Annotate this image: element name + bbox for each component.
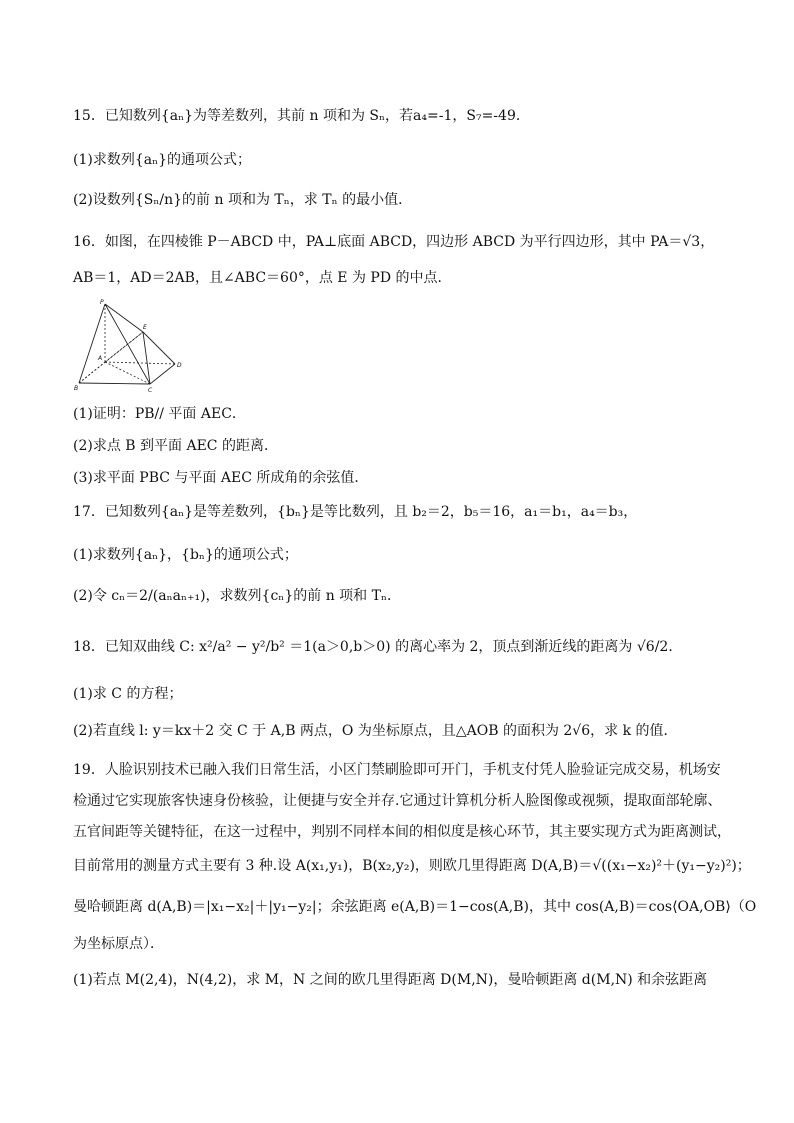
pyramid-diagram: [72, 298, 187, 393]
p16-part1: (1)证明：PB// 平面 AEC．: [73, 406, 246, 422]
p19-line3: 五官间距等关键特征，在这一过程中，判别不同样本间的相似度是核心环节，其主要实现方式为距离测试，: [73, 824, 731, 840]
p17-part1: (1)求数列{aₙ}，{bₙ}的通项公式；: [73, 547, 298, 563]
p19-line4: 目前常用的测量方式主要有 3 种.设 A(x₁,y₁)，B(x₂,y₂)，则欧几里得距离 D(A,B)＝√((x₁−x₂)²＋(y₁−y₂)²)；: [73, 858, 751, 874]
pyramid-figure: [72, 298, 187, 393]
p16-stem-line1: 16．如图，在四棱锥 P－ABCD 中，PA⊥底面 ABCD，四边形 ABCD 为平行四边形，其中 PA＝√3，: [73, 234, 715, 250]
p19-line2: 检通过它实现旅客快速身份核验，让便捷与安全并存.它通过计算机分析人脸图像或视频，提取面部轮廓、: [73, 793, 722, 809]
p15-stem: 15．已知数列{aₙ}为等差数列，其前 n 项和为 Sₙ，若a₄=-1，S₇=-49．: [73, 108, 530, 124]
label-D: D: [177, 362, 182, 369]
p16-stem-line2: AB＝1，AD＝2AB，且∠ABC＝60°，点 E 为 PD 的中点．: [73, 270, 452, 286]
p19-line5: 曼哈顿距离 d(A,B)＝|x₁−x₂|＋|y₁−y₂|；余弦距离 e(A,B)＝1−cos(A,B)，其中 cos(A,B)＝cos⟨OA,OB⟩（O: [73, 899, 757, 915]
p19-line6: 为坐标原点）．: [73, 936, 164, 952]
p18-stem: 18．已知双曲线 C: x²/a² − y²/b² ＝1(a＞0,b＞0) 的离心率为 2，顶点到渐近线的距离为 √6/2．: [73, 639, 683, 655]
p17-stem: 17．已知数列{aₙ}是等差数列，{bₙ}是等比数列，且 b₂＝2，b₅＝16，a₁＝b₁，a₄＝b₃，: [73, 504, 638, 520]
p19-line1: 19．人脸识别技术已融入我们日常生活，小区门禁刷脸即可开门，手机支付凭人脸验证完成交易，机场安: [73, 762, 721, 778]
label-A: A: [98, 355, 103, 362]
p19-part1: (1)若点 M(2,4)，N(4,2)，求 M，N 之间的欧几里得距离 D(M,N)，曼哈顿距离 d(M,N) 和余弦距离: [73, 972, 708, 988]
label-E: E: [143, 324, 147, 331]
p16-part2: (2)求点 B 到平面 AEC 的距离．: [73, 438, 278, 454]
p18-part2: (2)若直线 l: y＝kx＋2 交 C 于 A,B 两点，O 为坐标原点，且△AOB 的面积为 2√6，求 k 的值．: [73, 723, 678, 739]
label-B: B: [74, 385, 79, 392]
p15-part2: (2)设数列{Sₙ/n}的前 n 项和为 Tₙ，求 Tₙ 的最小值．: [73, 192, 413, 208]
p16-part3: (3)求平面 PBC 与平面 AEC 所成角的余弦值．: [73, 470, 369, 486]
p18-part1: (1)求 C 的方程；: [73, 686, 183, 702]
p15-part1: (1)求数列{aₙ}的通项公式；: [73, 152, 252, 168]
label-P: P: [100, 299, 104, 306]
label-C: C: [148, 387, 153, 393]
p17-part2: (2)令 cₙ＝2/(aₙaₙ₊₁)，求数列{cₙ}的前 n 项和 Tₙ．: [73, 588, 402, 604]
